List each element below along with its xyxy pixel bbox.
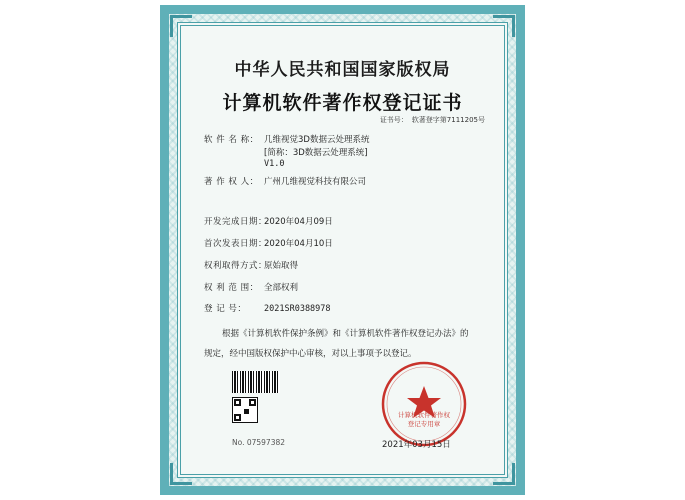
statement-line-2: 规定，经中国版权保护中心审核，对以上事项予以登记。 [204,349,417,359]
field-label: 软 件 名 称： [204,135,259,145]
field-registration-number [204,302,331,314]
corner-ornament [493,15,515,37]
cert-no-value: 软著登字第7111205号 [411,116,485,124]
field-value: 广州几维视觉科技有限公司 [264,177,367,187]
cert-no-label: 证书号： [379,116,408,124]
field-label: 著 作 权 人： [204,177,259,187]
field-software-name [204,133,369,145]
field-value: 全部权利 [264,283,299,293]
field-completion-date [204,215,333,227]
certificate-title: 计算机软件著作权登记证书 [222,92,463,114]
seal-line-1: 计算机软件著作权 [398,411,450,419]
field-value: V1.0 [264,159,285,169]
certificate [160,5,525,495]
issuing-agency: 中华人民共和国国家版权局 [234,60,451,80]
field-version [204,159,284,169]
issue-date: 2021年03月15日 [382,440,451,450]
field-value: 2020年04月10日 [264,239,333,249]
field-rights-scope [204,281,298,293]
corner-ornament [170,463,192,485]
statement-line-1: 根据《计算机软件保护条例》和《计算机软件著作权登记办法》的 [222,329,469,339]
field-label: 登 记 号： [204,304,247,314]
field-label: 首次发表日期： [204,239,268,249]
certificate-number [376,115,485,125]
field-value: 几维视觉3D数据云处理系统 [264,135,370,145]
qr-code-image [232,397,258,423]
seal-line-2: 登记专用章 [407,420,441,428]
corner-ornament [170,15,192,37]
barcode-image [232,371,280,393]
corner-ornament [493,463,515,485]
field-value: [简称：3D数据云处理系统] [264,148,368,158]
field-label: 权 利 范 围： [204,283,259,293]
field-value: 原始取得 [264,261,299,271]
field-value: 2020年04月09日 [264,217,333,227]
field-acquisition-method [204,259,298,271]
official-seal-image [380,360,468,448]
field-label: 开发完成日期： [204,217,268,227]
field-first-publication-date [204,237,333,249]
field-label: 权利取得方式： [204,261,268,271]
field-short-name [204,146,368,158]
field-value: 2021SR0388978 [264,304,331,314]
field-copyright-owner [204,175,366,187]
serial-number: No. 07597382 [232,438,286,447]
